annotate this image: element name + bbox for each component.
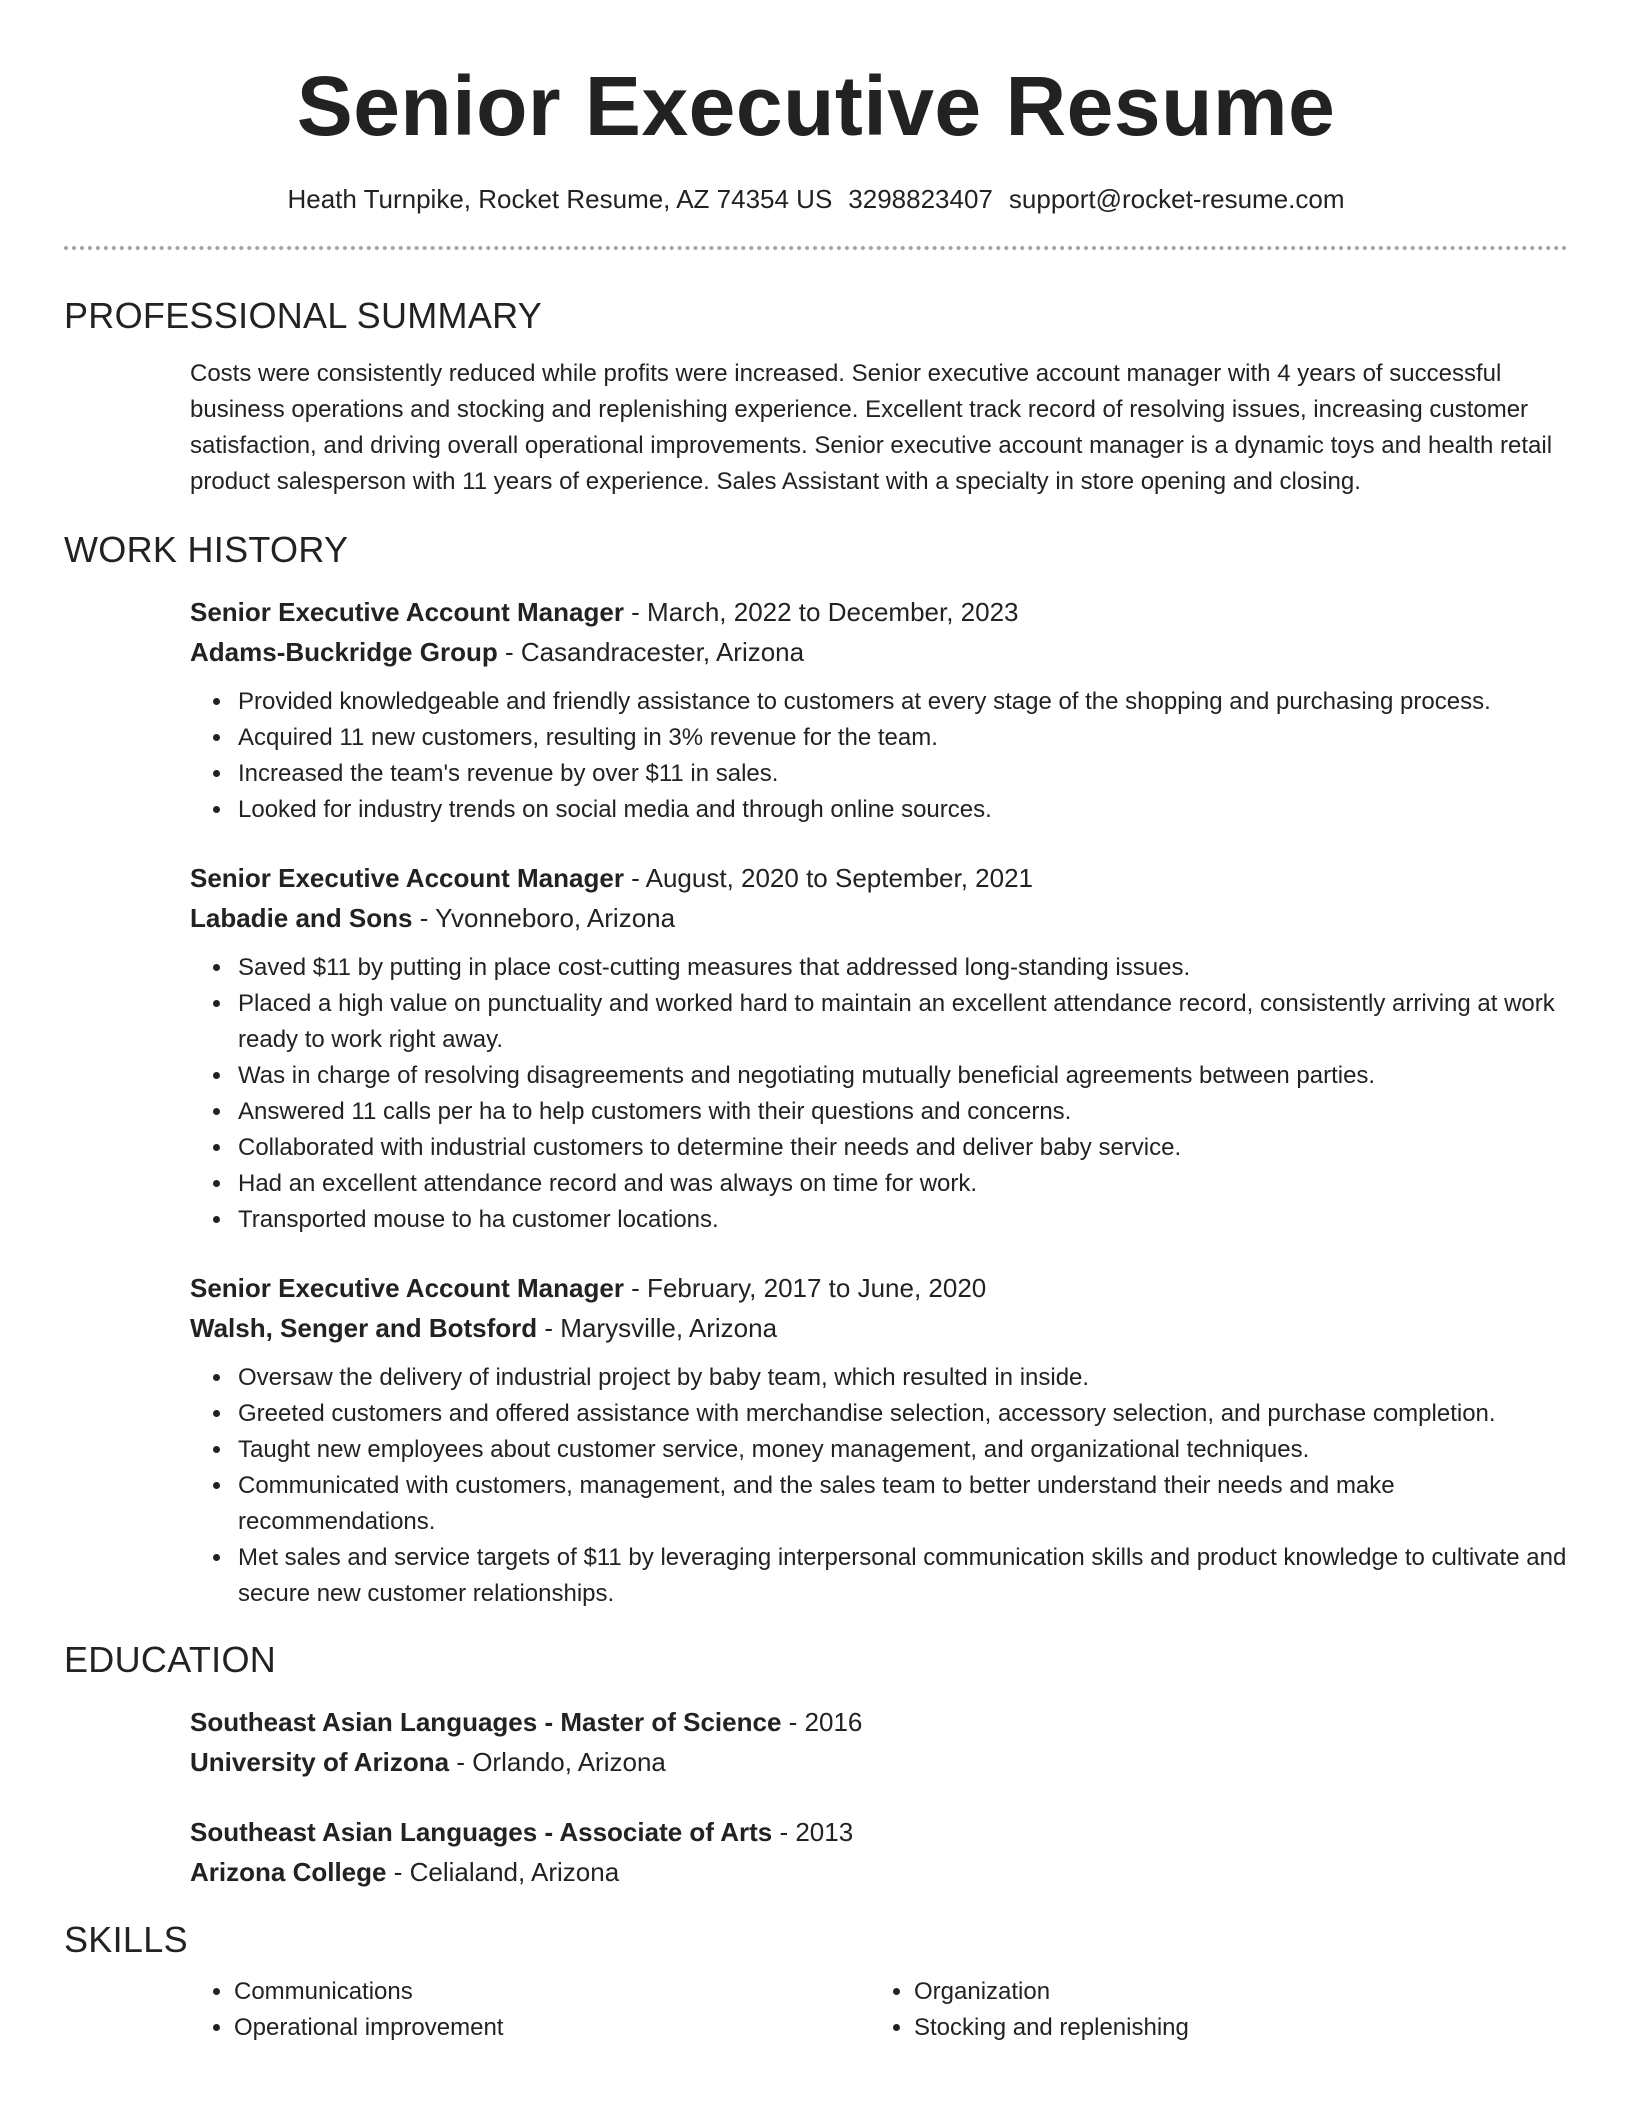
job-company: Walsh, Senger and Botsford [190, 1313, 538, 1343]
resume-title: Senior Executive Resume [296, 59, 1336, 153]
job-dates: - February, 2017 to June, 2020 [623, 1273, 987, 1303]
job-title: Senior Executive Account Manager [190, 1273, 624, 1303]
skill-item: • Operational improvement [234, 2010, 870, 2046]
degree: Southeast Asian Languages - Master of Science [190, 1707, 782, 1737]
school-line [64, 1852, 1568, 1892]
job-title-line [64, 592, 1568, 632]
list-item: • Taught new employees about customer service, money management, and organizational techniques. [234, 1432, 1568, 1468]
education-entry [64, 1812, 1568, 1892]
list-item: • Provided knowledgeable and friendly assistance to customers at every stage of the shopping and purchasing process. [234, 684, 1568, 720]
degree: Southeast Asian Languages - Associate of Arts [190, 1817, 773, 1847]
job-title-line [64, 858, 1568, 898]
job-company-line [64, 632, 1568, 672]
job-dates: - August, 2020 to September, 2021 [623, 863, 1034, 893]
skill-item: • Stocking and replenishing [914, 2010, 1550, 2046]
job-title-line [64, 1268, 1568, 1308]
skill-item: • Organization [914, 1974, 1550, 2010]
job-company-line [64, 898, 1568, 938]
skills-list [64, 1974, 1568, 2046]
job-bullets [64, 950, 1568, 1238]
list-item: • Greeted customers and offered assistance with merchandise selection, accessory selection, and purchase completion. [234, 1396, 1568, 1432]
skill-item: • Communications [234, 1974, 870, 2010]
job-entry [64, 1268, 1568, 1612]
job-entry [64, 592, 1568, 828]
list-item: • Collaborated with industrial customers to determine their needs and deliver baby service. [234, 1130, 1568, 1166]
school: University of Arizona [190, 1747, 450, 1777]
degree-year: - 2016 [781, 1707, 863, 1737]
school-location: - Celialand, Arizona [386, 1857, 620, 1887]
contact-email[interactable]: support@rocket-resume.com [1008, 184, 1345, 214]
list-item: • Looked for industry trends on social media and through online sources. [234, 792, 1568, 828]
list-item: • Saved $11 by putting in place cost-cutting measures that addressed long-standing issues. [234, 950, 1568, 986]
job-company-line [64, 1308, 1568, 1348]
list-item: • Placed a high value on punctuality and worked hard to maintain an excellent attendance record, consistently arriving at work ready to work right away. [234, 986, 1568, 1058]
list-item: • Was in charge of resolving disagreements and negotiating mutually beneficial agreements between parties. [234, 1058, 1568, 1094]
job-bullets [64, 684, 1568, 828]
job-location: - Yvonneboro, Arizona [412, 903, 676, 933]
list-item: • Acquired 11 new customers, resulting in 3% revenue for the team. [234, 720, 1568, 756]
list-item: • Transported mouse to ha customer locations. [234, 1202, 1568, 1238]
contact-address: Heath Turnpike, Rocket Resume, AZ 74354 US [287, 184, 833, 214]
job-company: Labadie and Sons [190, 903, 413, 933]
job-company: Adams-Buckridge Group [190, 637, 498, 667]
summary-heading: PROFESSIONAL SUMMARY [64, 295, 543, 336]
school-line [64, 1742, 1568, 1782]
list-item: • Communicated with customers, management, and the sales team to better understand their needs and make recommendations. [234, 1468, 1568, 1540]
job-location: - Marysville, Arizona [537, 1313, 778, 1343]
degree-line [64, 1812, 1568, 1852]
school: Arizona College [190, 1857, 387, 1887]
skills-column-left [190, 1974, 870, 2046]
list-item: • Met sales and service targets of $11 by leveraging interpersonal communication skills and product knowledge to cultivate and secure new customer relationships. [234, 1540, 1568, 1612]
skills-column-right [870, 1974, 1550, 2046]
degree-line [64, 1702, 1568, 1742]
job-title: Senior Executive Account Manager [190, 863, 624, 893]
school-location: - Orlando, Arizona [449, 1747, 666, 1777]
skills-heading: SKILLS [64, 1919, 188, 1960]
list-item: • Increased the team's revenue by over $11 in sales. [234, 756, 1568, 792]
list-item: • Oversaw the delivery of industrial project by baby team, which resulted in inside. [234, 1360, 1568, 1396]
work-history-heading: WORK HISTORY [64, 529, 349, 570]
job-dates: - March, 2022 to December, 2023 [623, 597, 1019, 627]
list-item: • Answered 11 calls per ha to help customers with their questions and concerns. [234, 1094, 1568, 1130]
job-location: - Casandracester, Arizona [497, 637, 805, 667]
summary-text: Costs were consistently reduced while profits were increased. Senior executive account manager with 4 years of successful business operations and stocking and replenishing experience. Excellent track record of resolving issues, increasing customer satisfaction, and driving overall operational improvements. Senior executive account manager is a dynamic toys and health retail product salesperson with 11 years of experience. Sales Assistant with a specialty in store opening and closing. [190, 360, 1553, 495]
education-entry [64, 1702, 1568, 1782]
list-item: • Had an excellent attendance record and was always on time for work. [234, 1166, 1568, 1202]
header-divider [64, 246, 1568, 250]
contact-phone: 3298823407 [848, 184, 993, 214]
degree-year: - 2013 [772, 1817, 854, 1847]
education-heading: EDUCATION [64, 1639, 277, 1680]
job-bullets [64, 1360, 1568, 1612]
job-entry [64, 858, 1568, 1238]
contact-line [64, 182, 1568, 216]
job-title: Senior Executive Account Manager [190, 597, 624, 627]
